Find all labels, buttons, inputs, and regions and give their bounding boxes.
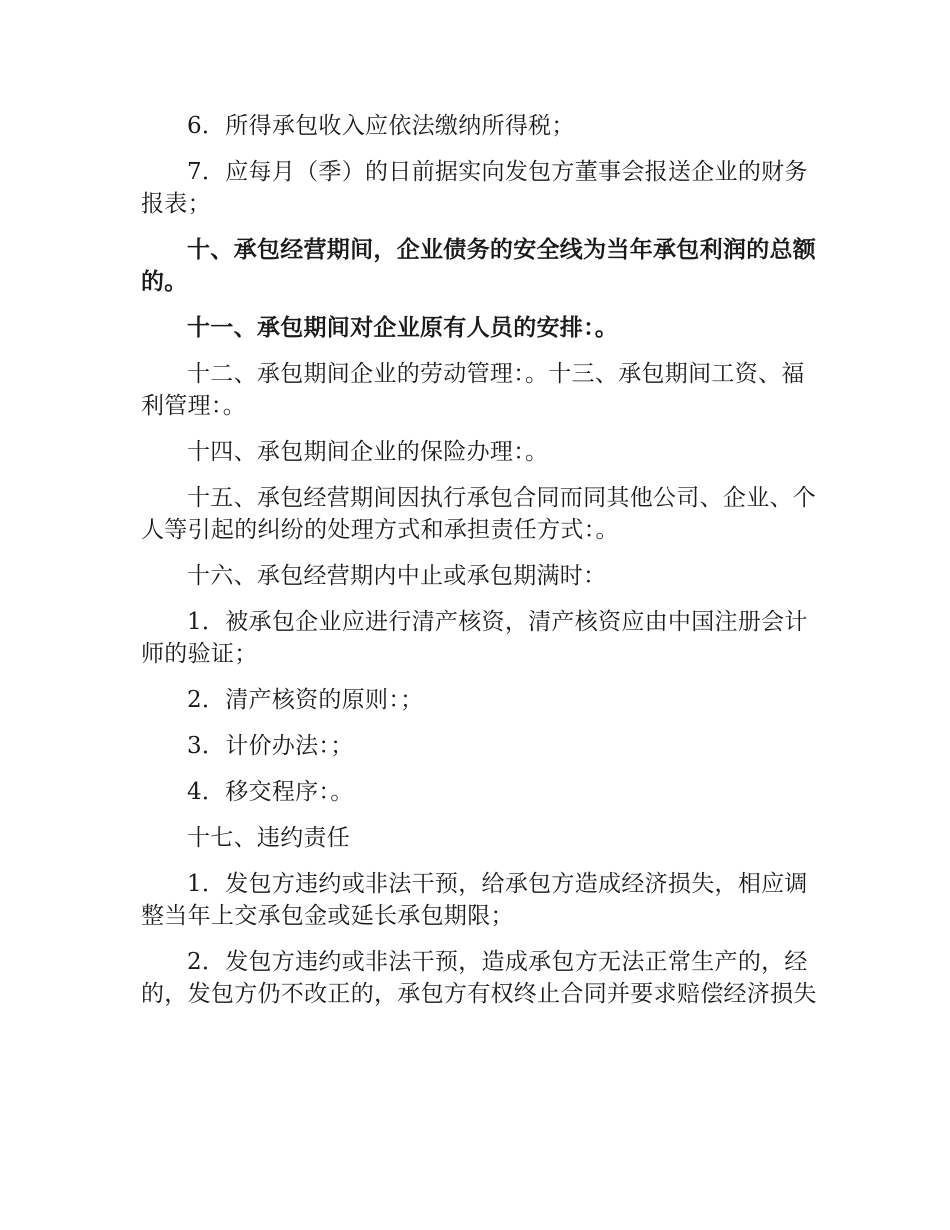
paragraph-section-10-debt-safety-line: 十、承包经营期间，企业债务的安全线为当年承包利润的总额的。: [141, 236, 817, 295]
paragraph-item-2-verification-principle: 2．清产核资的原则：；: [187, 687, 424, 713]
paragraph-item-6-income-tax: 6．所得承包收入应依法缴纳所得税；: [187, 113, 575, 139]
paragraph-section-12-13-labor-wages: 十二、承包期间企业的劳动管理：。十三、承包期间工资、福利管理：。: [141, 361, 805, 419]
paragraph-item-4-handover-procedure: 4．移交程序：。: [187, 779, 354, 805]
paragraph-section-17-liability: 十七、违约责任: [187, 825, 351, 851]
paragraph-section-16-termination: 十六、承包经营期内中止或承包期满时：: [187, 563, 607, 589]
paragraph-section-14-insurance: 十四、承包期间企业的保险办理：。: [187, 439, 549, 465]
paragraph-item-2-breach-termination: 2．发包方违约或非法干预，造成承包方无法正常生产的，经的，发包方仍不改正的，承包方有权终止合同并要求赔偿经济损失: [141, 949, 817, 1007]
paragraph-item-7-financial-reports: 7．应每月（季）的日前据实向发包方董事会报送企业的财务报表；: [141, 159, 808, 217]
paragraph-item-1-asset-verification: 1．被承包企业应进行清产核资，清产核资应由中国注册会计师的验证；: [141, 609, 808, 667]
paragraph-section-11-staff-arrangement: 十一、承包期间对企业原有人员的安排：。: [187, 314, 619, 341]
paragraph-section-15-disputes: 十五、承包经营期间因执行承包合同而同其他公司、企业、个人等引起的纠纷的处理方式和承担责任方式：。: [141, 485, 817, 543]
document-page: [141, 110, 821, 1024]
paragraph-item-3-pricing-method: 3．计价办法：；: [187, 733, 354, 759]
paragraph-item-1-breach-adjustment: 1．发包方违约或非法干预，给承包方造成经济损失，相应调整当年上交承包金或延长承包期限；: [141, 871, 808, 929]
